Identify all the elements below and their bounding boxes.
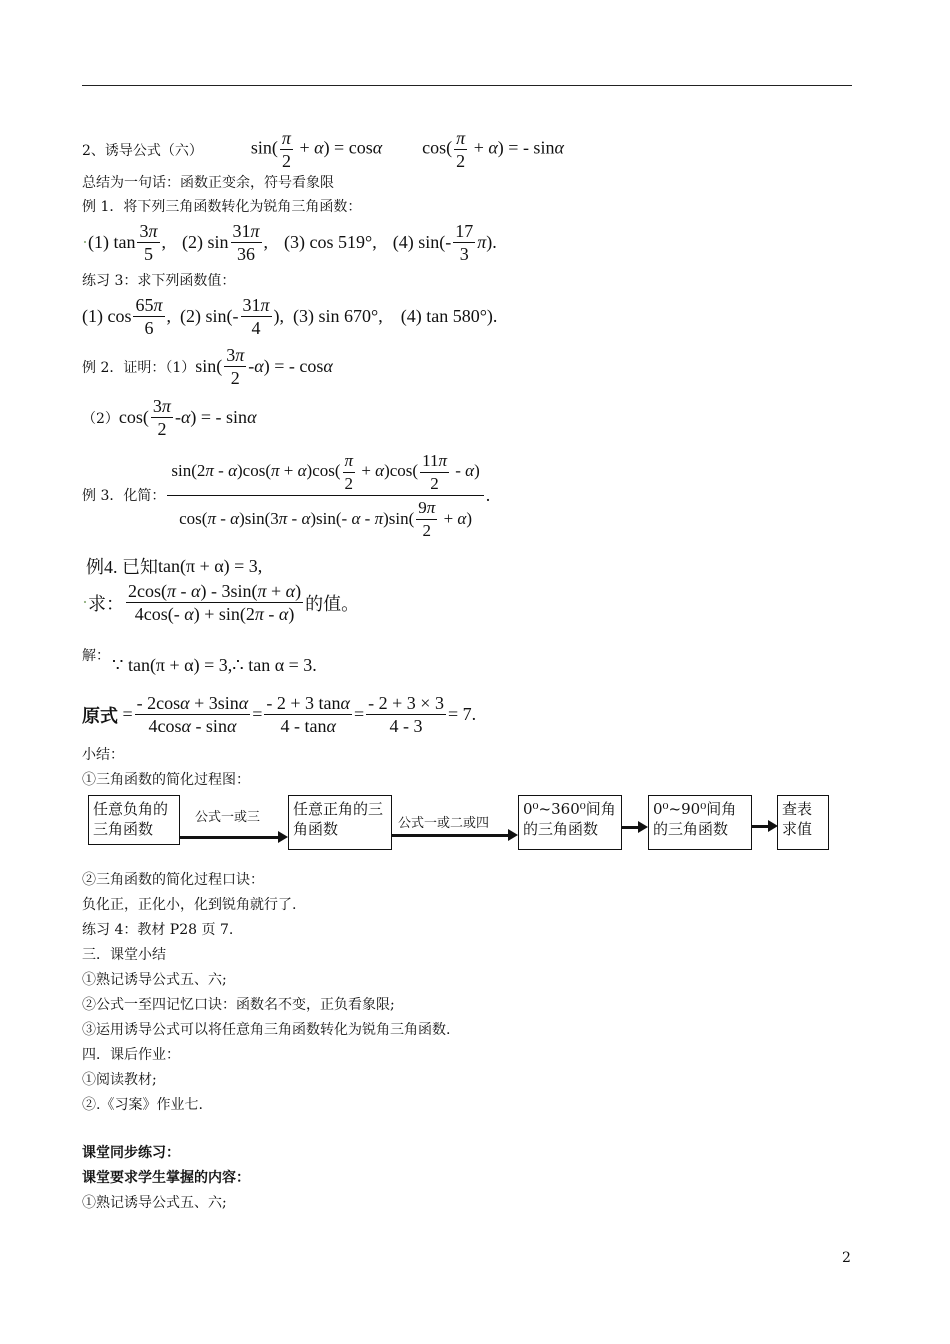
flow-box-0-360: 0⁰~360⁰间角的三角函数 xyxy=(518,795,622,850)
exercise4: 练习 4：教材 P28 页 7. xyxy=(82,922,234,938)
section3-item-3: ③运用诱导公式可以将任意角三角函数转化为锐角三角函数. xyxy=(82,1022,451,1038)
example2-part2: （2） cos( $\frac{3\pi}{2}$ - α ) = - sin α xyxy=(82,396,257,439)
example4-given xyxy=(86,553,262,579)
solution-derivation: 原式 = $\frac{- 2\cos\alpha + 3\sin\alpha}{4\cos\alpha - \sin\alpha}$ = $\frac{- 2 + 3 \tan\alpha}{4 - \tan\alpha}$ = $\frac{- 2 + 3 \times 3}{4 - 3}$ = 7. xyxy=(82,693,477,736)
section3-item-1: ①熟记诱导公式五、六; xyxy=(82,972,227,988)
example4-ask: · 求： $\frac{2\cos(\pi - \alpha) - 3\sin(\pi + \alpha)}{4\cos(- \alpha) + \sin(2\pi - \alpha)}$ 的值。 xyxy=(82,581,360,624)
requirement-item-1: ①熟记诱导公式五、六; xyxy=(82,1195,227,1211)
exercise3-expressions: (1) cos $\frac{65\pi}{6}$ , (2) sin(- $\frac{31\pi}{4}$ ), (3) sin 670°, (4) tan 580°). xyxy=(82,295,498,338)
yuanshi-label: 原式 xyxy=(82,705,118,726)
flow-arrow-4 xyxy=(752,825,770,828)
section4-heading: 四．课后作业： xyxy=(82,1047,180,1063)
flow-box-0-90: 0⁰~90⁰间角的三角函数 xyxy=(648,795,752,850)
example2-part1: 例 2．证明：（1） sin( $\frac{3\pi}{2}$ - α ) = - cos α xyxy=(82,345,333,388)
flow-arrow-1 xyxy=(180,836,280,839)
flow-arrow-3 xyxy=(622,826,640,829)
example3-label: 例 3．化简： xyxy=(82,488,166,505)
mnemonic-title: ②三角函数的简化过程口诀： xyxy=(82,872,264,888)
example1-expressions: · (1) tan $\frac{3\pi}{5}$ , (2) sin $\frac{31\pi}{36}$ , (3) cos 519°, (4) sin(- $\frac{17}{3}$ π ). xyxy=(82,221,497,264)
example4-label: 例4. 已知 xyxy=(86,557,158,577)
summary-sentence: 总结为一句话：函数正变余，符号看象限 xyxy=(82,175,334,191)
flow-arrow-2 xyxy=(392,834,510,837)
flow-box-negative-angle: 任意负角的三角函数 xyxy=(88,795,180,845)
example4-given-text: tan(π + α) = 3, xyxy=(158,555,263,576)
example2-part2-label: （2） xyxy=(82,410,119,427)
formula-sin: sin( $\frac{\pi}{2}$ + α) = cosα xyxy=(250,128,383,171)
sync-exercise-title: 课堂同步练习： xyxy=(82,1145,180,1161)
section4-item-1: ①阅读教材; xyxy=(82,1072,157,1088)
section3-item-2: ②公式一至四记忆口诀：函数名不变，正负看象限; xyxy=(82,997,395,1013)
induction-formula-six-row xyxy=(82,127,564,172)
mnemonic: 负化正，正化小，化到锐角就行了. xyxy=(82,897,297,913)
solution-line: ∵ tan(π + α) = 3,∴ tan α = 3. xyxy=(112,655,317,675)
example2-label: 例 2．证明：（1） xyxy=(82,359,196,376)
page-number: 2 xyxy=(842,1250,851,1266)
flow-title: ①三角函数的简化过程图： xyxy=(82,772,250,788)
flow-box-lookup: 查表求值 xyxy=(777,795,829,850)
formula-cos: cos( $\frac{\pi}{2}$ + α) = - sinα xyxy=(422,128,564,171)
requirement-title: 课堂要求学生掌握的内容： xyxy=(82,1170,250,1186)
header-rule xyxy=(82,85,852,86)
example1-intro: 例 1．将下列三角函数转化为锐角三角函数： xyxy=(82,199,362,215)
section3-heading: 三．课堂小结 xyxy=(82,947,166,963)
flow-label-1: 公式一或三 xyxy=(195,810,261,825)
flow-box-positive-angle: 任意正角的三角函数 xyxy=(288,795,392,850)
example4-ask-suffix: 的值。 xyxy=(305,593,360,614)
exercise3-intro: 练习 3：求下列函数值： xyxy=(82,273,236,289)
example4-ask-prefix: 求： xyxy=(88,593,124,614)
summary-label: 小结： xyxy=(82,747,124,763)
section4-item-2: ②.《习案》作业七. xyxy=(82,1097,203,1113)
example3-expression: 例 3．化简： sin(2π - α)cos(π + α)cos( $\frac{\pi}{2}$ + α)cos( $\frac{11\pi}{2}$ - α) cos(π - α)sin(3π - α)sin(- α - π)sin( $\frac{9\pi}{2}$ + α) . xyxy=(82,448,490,542)
flow-label-2: 公式一或二或四 xyxy=(398,816,490,831)
solution-label: 解： xyxy=(82,648,110,664)
section2-label: 2、诱导公式（六） xyxy=(82,142,203,159)
